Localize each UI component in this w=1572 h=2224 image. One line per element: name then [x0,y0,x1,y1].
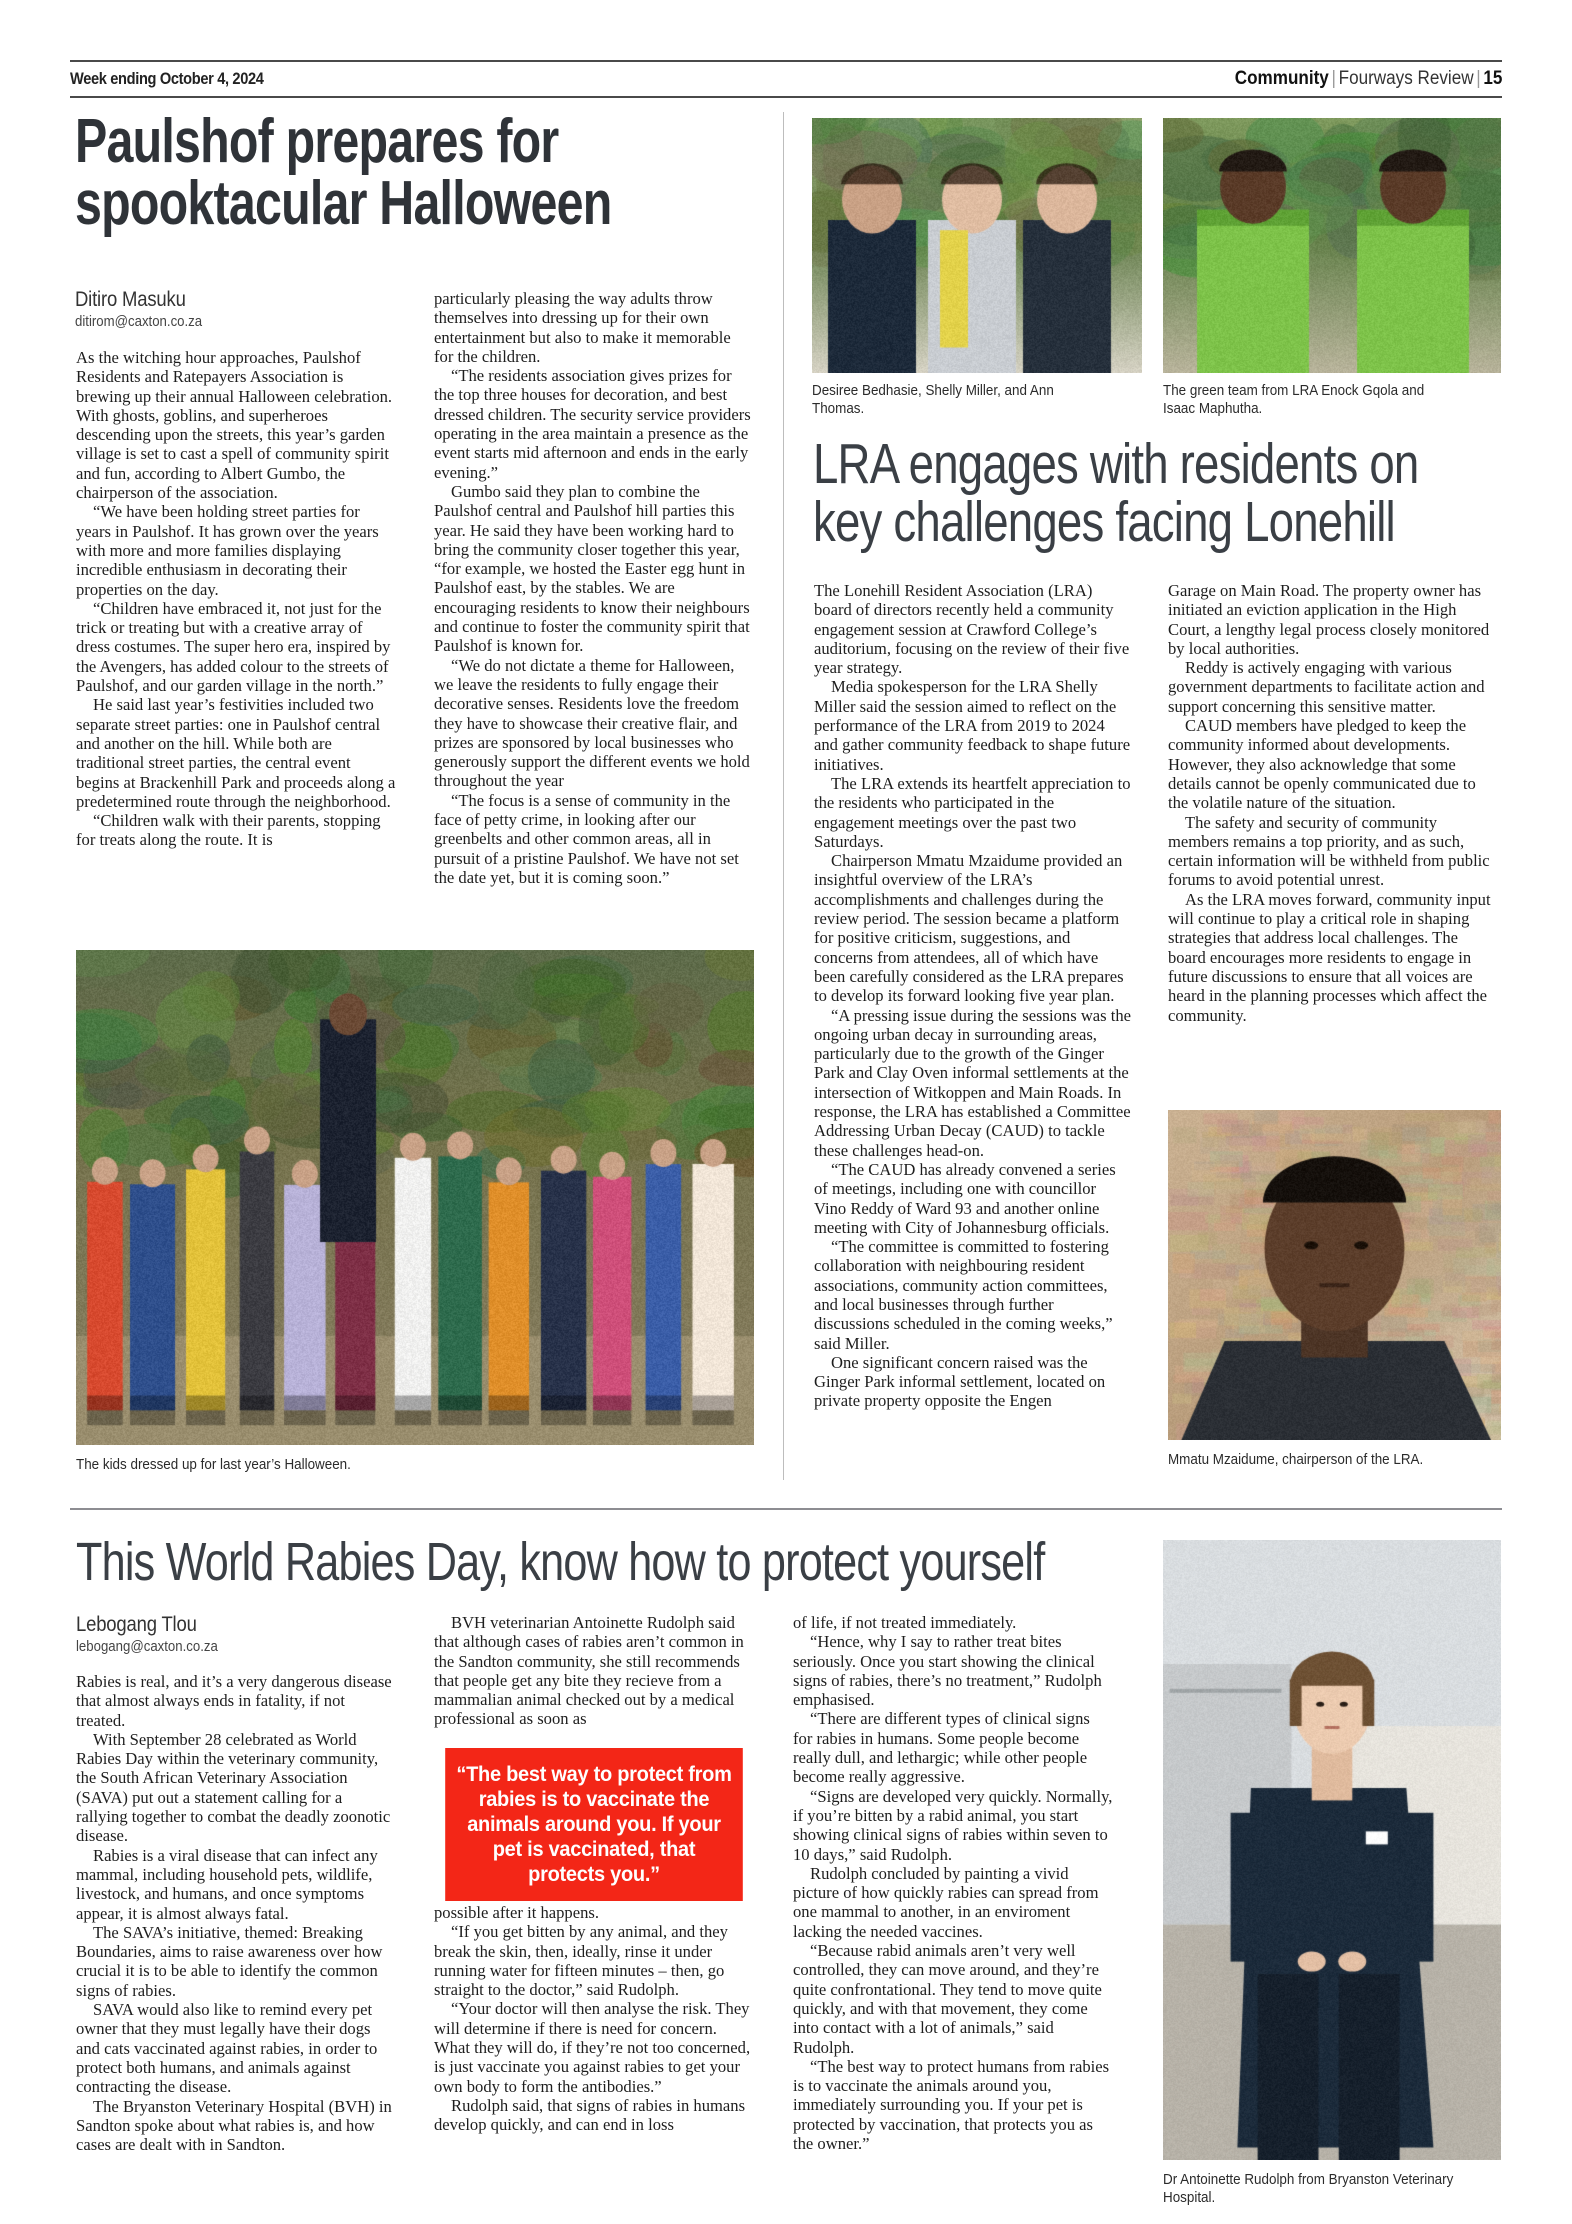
paragraph: One significant concern raised was the Ginger Park informal settlement, located on private property opposite the Engen [814,1352,1106,1411]
paragraph: possible after it happens. [434,1903,599,1922]
halloween-headline-line2: spooktacular Halloween [75,169,612,238]
paragraph: “We have been holding street parties for years in Paulshof. It has grown over the years with more and more families displaying incredible enthusiasm in decorating their properties on the day. [76,502,379,599]
paragraph: The LRA extends its heartfelt appreciation to the residents who participated in the engagement meetings over the past two Saturdays. [814,773,1131,851]
paragraph: SAVA would also like to remind every pet owner that they must legally have their dogs and cats vaccinated against rabies, in order to protect both humans, and animals against contracting the disease. [76,2000,378,2097]
rabies-headline: This World Rabies Day, know how to protect yourself [76,1532,1045,1592]
paragraph: “Children have embraced it, not just for the trick or treating but with a creative array of dress costumes. The super hero era, inspired by the Avengers, has added colour to the streets of Paulshof, and our garden village in the north.” [76,598,391,696]
lra-portrait-caption: Mmatu Mzaidume, chairperson of the LRA. [1168,1452,1424,1468]
lra-column-1 [814,581,1132,1411]
rabies-photo-caption: Dr Antoinette Rudolph from Bryanston Veterinary Hospital. [1163,2172,1454,2206]
rabies-author-email: lebogang@caxton.co.za [76,1638,218,1655]
paragraph: The Lonehill Resident Association (LRA) board of directors recently held a community engagement session at Crawford College’s auditorium, focusing on the review of their five year strategy. [814,581,1130,678]
column-divider-vertical [783,112,784,1480]
halloween-headline-line1: Paulshof prepares for [75,107,559,176]
lra-column-2 [1168,581,1498,1025]
lra-caption-greenteam: The green team from LRA Enock Gqola and Isaac Maphutha. [1163,383,1425,417]
rabies-vet-photo [1163,1540,1501,2160]
paragraph: BVH veterinarian Antoinette Rudolph said that although cases of rabies aren’t common in the Sandton community, she still recommends that people get any bite they recieve from a mammalian animal checked out by a medical professional as soon as [434,1613,744,1729]
page-masthead [70,60,1502,98]
lra-photo-women [812,118,1142,373]
rabies-pull-quote: “The best way to protect from rabies is to vaccinate the animals around you. If your pet is vaccinated, that protects you.” [445,1748,743,1901]
lra-caption-women: Desiree Bedhasie, Shelly Miller, and Ann Thomas. [812,383,1054,417]
paragraph: “Your doctor will then analyse the risk. They will determine if there is need for concern. What they will do, if they’re not too concerned, is just vaccinate you against rabies to get your own body to form the antibodies.” [434,1999,751,2096]
paragraph: “The committee is committed to fostering collaboration with neighbouring resident associations, community action committees, and local businesses through further discussions scheduled in the coming weeks,” said Miller. [814,1237,1113,1353]
lra-headline-line2: key challenges facing Lonehill [813,490,1395,554]
paragraph: With September 28 celebrated as World Rabies Day within the veterinary community, the South African Veterinary Association (SAVA) put out a statement calling for a rallying together to combat the deadly zoonotic disease. [76,1729,391,1846]
rabies-column-2-top [434,1613,754,1729]
paragraph: of life, if not treated immediately. [793,1613,1017,1632]
page-number: 15 [1482,68,1502,89]
paragraph: “Because rabid animals aren’t very well controlled, they can move around, and they’re quite confrontational. They tend to move quite quickly, and with that movement, they come into contact with a lot of animals,” said Rudolph. [793,1941,1102,2057]
paragraph: “The best way to protect humans from rabies is to vaccinate the animals around you, immediately surrounding you. If your pet is protected by vaccination, that protects you as the owner.” [793,2056,1110,2154]
section-name: Community [1234,68,1329,89]
paragraph: As the witching hour approaches, Paulshof Residents and Ratepayers Association is brewing up their annual Halloween celebration. With ghosts, goblins, and superheroes descending upon the streets, this year’s garden village is set to cast a spell of community spirit and fun, according to Albert Gumbo, the chairperson of the association. [76,348,393,503]
halloween-group-photo [76,950,754,1445]
paragraph: particularly pleasing the way adults throw themselves into dressing up for their own entertainment but also to make it memorable for the children. [434,289,731,366]
paragraph: “There are different types of clinical signs for rabies in humans. Some people become really dull, and lethargic; while other people become really aggressive. [793,1709,1090,1787]
paragraph: “Signs are developed very quickly. Normally, if you’re bitten by a rabid animal, you start showing clinical signs of rabies within seven to 10 days,” said Rudolph. [793,1786,1113,1864]
section-breadcrumb [1234,68,1502,90]
lra-photo-greenteam [1163,118,1501,373]
paragraph: “The residents association gives prizes for the top three houses for decoration, and best dressed children. The security service providers operating in the area maintain a presence as the event starts mid afternoon and ends in the early evening.” [434,366,751,482]
issue-date: Week ending October 4, 2024 [70,69,264,88]
paragraph: Rabies is a viral disease that can infect any mammal, including household pets, wildlife, livestock, and humans, and once symptoms appear, it is almost always fatal. [76,1845,378,1923]
halloween-byline [75,288,219,330]
rabies-column-3 [793,1613,1113,2153]
halloween-column-2 [434,289,754,887]
breadcrumb-separator-2: | [1475,68,1481,89]
breadcrumb-separator-1: | [1331,68,1336,89]
section-divider-horizontal [70,1508,1502,1510]
paragraph: “Hence, why I say to rather treat bites seriously. Once you start showing the clinical signs of rabies, there’s no treatment,” Rudolph emphasised. [793,1632,1102,1710]
paragraph: Chairperson Mmatu Mzaidume provided an insightful overview of the LRA’s accomplishments and challenges during the review period. The session became a platform for positive criticism, suggestions, and concerns from attendees, all of which have been carefully considered as the LRA prepares to develop its forward looking five year plan. [814,851,1124,1006]
paragraph: “If you get bitten by any animal, and they break the skin, then, ideally, rinse it under running water for fifteen minutes – then, go straight to the doctor,” said Rudolph. [434,1922,728,2000]
paragraph: The safety and security of community members remains a top priority, and as such, certain information will be withheld from public forums to avoid potential unrest. [1168,812,1490,890]
paragraph: Gumbo said they plan to combine the Paulshof central and Paulshof hill parties this year. He said they have been working hard to bring the community closer together this year, “for example, we hosted the Easter egg hunt in Paulshof east, by the stables. We are encouraging residents to know their neighbours and continue to foster the community spirit that Paulshof is known for. [434,481,750,656]
lra-portrait-photo [1168,1110,1501,1440]
lra-headline-line1: LRA engages with residents on [813,432,1419,496]
paragraph: “Children walk with their parents, stopping for treats along the route. It is [76,811,381,850]
paragraph: Media spokesperson for the LRA Shelly Miller said the session aimed to reflect on the performance of the LRA from 2019 to 2024 and gather community feedback to shape future initiatives. [814,677,1131,774]
paragraph: CAUD members have pledged to keep the community informed about developments. However, they also acknowledge that some details cannot be openly communicated due to the volatile nature of the situation. [1168,716,1476,813]
paragraph: Rabies is real, and it’s a very dangerous disease that almost always ends in fatality, if not treated. [76,1672,392,1730]
paragraph: Garage on Main Road. The property owner has initiated an eviction application in the High Court, a lengthy legal process closely monitored by local authorities. [1168,581,1490,658]
rabies-author-name: Lebogang Tlou [76,1613,197,1636]
paragraph: Rudolph concluded by painting a vivid picture of how quickly rabies can spread from one mammal to another, in an enviroment lacking the needed vaccines. [793,1863,1099,1941]
rabies-column-2-bottom [434,1903,754,2135]
paragraph: The Bryanston Veterinary Hospital (BVH) in Sandton spoke about what rabies is, and how cases are dealt with in Sandton. [76,2096,392,2155]
halloween-author-email: ditirom@caxton.co.za [75,313,203,330]
paragraph: He said last year’s festivities included two separate street parties: one in Paulshof central and another on the hill. While both are traditional street parties, the central event begins at Brackenhill Park and proceeds along a predetermined route through the neighborhood. [76,695,396,811]
paragraph: The SAVA’s initiative, themed: Breaking Boundaries, aims to raise awareness over how crucial it is to be able to identify the common signs of rabies. [76,1922,383,2000]
halloween-author-name: Ditiro Masuku [75,288,186,311]
publication-name: Fourways Review [1338,68,1474,89]
rabies-column-1 [76,1672,396,2154]
paragraph: Rudolph said, that signs of rabies in humans develop quickly, and can end in loss [434,2095,746,2135]
rabies-byline [76,1613,237,1655]
halloween-photo-caption: The kids dressed up for last year’s Halloween. [76,1457,351,1473]
paragraph: As the LRA moves forward, community input will continue to play a critical role in shaping strategies that address local challenges. The board encourages more residents to engage in future discussions to ensure that all voices are heard in the planning processes which affect the community. [1168,889,1491,1025]
paragraph: Reddy is actively engaging with various government departments to facilitate action and support concerning this sensitive matter. [1168,658,1485,716]
paragraph: “A pressing issue during the sessions was the ongoing urban decay in surrounding areas, particularly due to the growth of the Ginger Park and Clay Oven informal settlements at the intersection of Witkoppen and Main Roads. In response, the LRA has established a Committee Addressing Urban Decay (CAUD) to tackle these challenges head-on. [814,1005,1132,1160]
paragraph: “The CAUD has already convened a series of meetings, including one with councillor Vino Reddy of Ward 93 and another online meeting with City of Johannesburg officials. [814,1159,1116,1237]
halloween-column-1 [76,348,396,850]
paragraph: “The focus is a sense of community in the face of petty crime, in looking after our greenbelts and other common areas, all in pursuit of a pristine Paulshof. We have not set the date yet, but it is coming soon.” [434,790,739,887]
paragraph: “We do not dictate a theme for Halloween, we leave the residents to fully engage their decorative senses. Residents love the freedom they have to showcase their creative flair, and prizes are sponsored by local businesses who generously support the different events we hold throughout the year [434,655,750,791]
